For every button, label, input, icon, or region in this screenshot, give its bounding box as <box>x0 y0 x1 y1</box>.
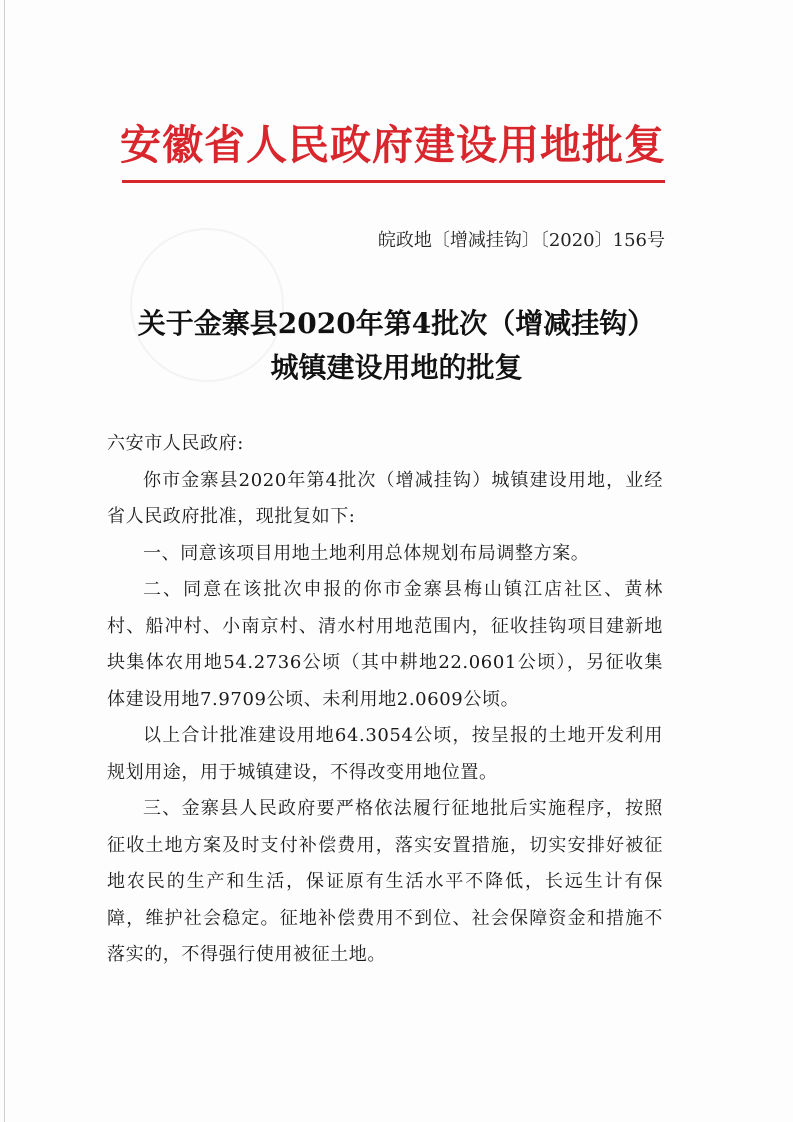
subject-title-line-1: 关于金寨县2020年第4批次（增减挂钩） <box>137 307 656 340</box>
paragraph: 一、同意该项目用地土地利用总体规划布局调整方案。 <box>143 542 590 564</box>
subject-title-line-2: 城镇建设用地的批复 <box>270 351 523 384</box>
header-red-rule <box>122 180 665 183</box>
document-number: 皖政地〔增减挂钩〕〔2020〕156号 <box>377 230 665 251</box>
scan-edge <box>4 0 5 1122</box>
paragraph: 三、金寨县人民政府要严格依法履行征地批后实施程序，按照征收土地方案及时支付补偿费用，落实安置措施，切实安排好被征地农民的生产和生活，保证原有生活水平不降低，长远生计有保障，维护社会稳定。征地补偿费用不到位、社会保障资金和措施不落实的，不得强行使用被征土地。 <box>107 798 663 965</box>
subject-title <box>100 302 693 390</box>
body-text <box>107 426 663 974</box>
paragraph: 二、同意在该批次申报的你市金寨县梅山镇江店社区、黄林村、船冲村、小南京村、清水村用地范围内，征收挂钩项目建新地块集体农用地54.2736公顷（其中耕地22.0601公顷），另征收集体建设用地7.9709公顷、未利用地2.0609公顷。 <box>107 579 663 710</box>
paragraph: 你市金寨县2020年第4批次（增减挂钩）城镇建设用地，业经省人民政府批准，现批复如下: <box>107 469 663 527</box>
document-header-title: 安徽省人民政府建设用地批复 <box>120 121 666 169</box>
addressee: 六安市人民政府: <box>107 433 244 454</box>
paragraph: 以上合计批准建设用地64.3054公顷，按呈报的土地开发利用规划用途，用于城镇建设，不得改变用地位置。 <box>107 725 663 783</box>
